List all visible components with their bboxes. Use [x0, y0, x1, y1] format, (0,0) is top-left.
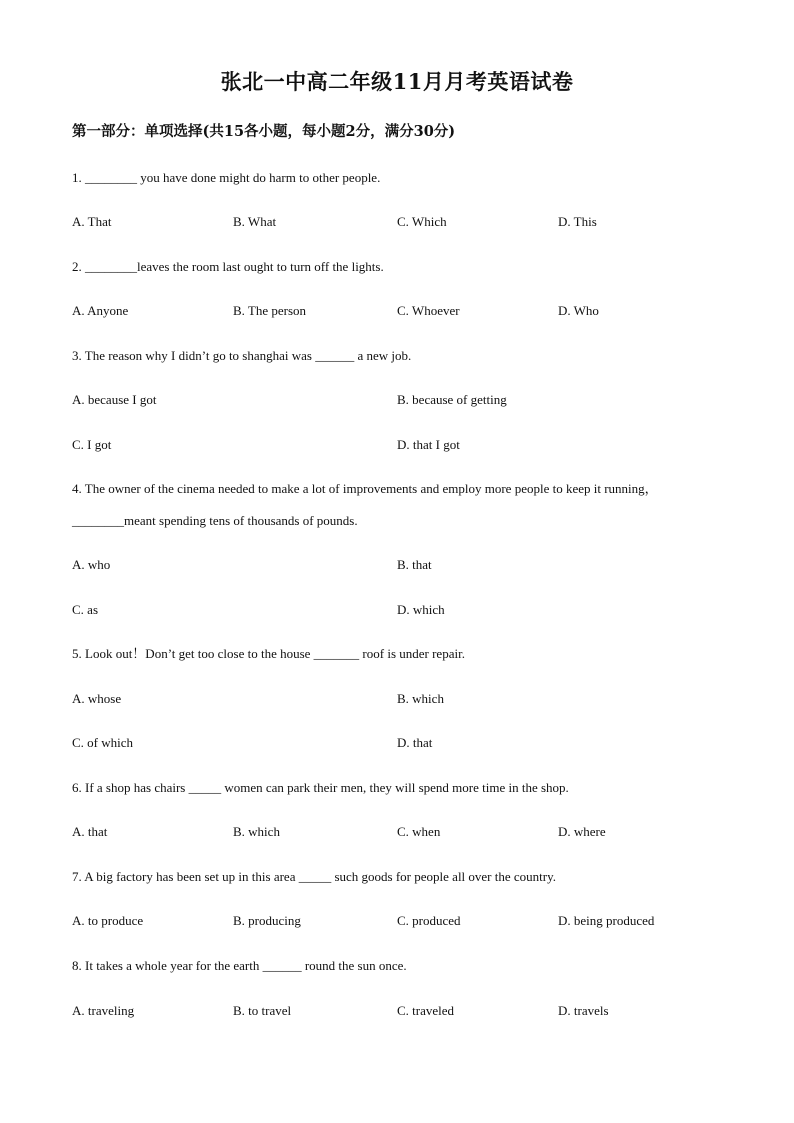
- question-8-option-c: C. traveled: [397, 1003, 455, 1018]
- question-5-option-d: D. that: [397, 735, 433, 750]
- question-7-option-b: B. producing: [233, 913, 301, 928]
- question-7-option-a: A. to produce: [72, 913, 144, 928]
- question-4-stem-line-1: 4. The owner of the cinema needed to make a lot of improvements and employ more people to keep it running，: [72, 481, 658, 496]
- question-6-option-a: A. that: [72, 824, 108, 839]
- question-2-option-a: A. Anyone: [72, 303, 129, 318]
- question-1-option-d: D. This: [558, 214, 597, 229]
- question-3-option-a: A. because I got: [72, 392, 157, 407]
- question-1-option-a: A. That: [72, 214, 112, 229]
- question-6-option-b: B. which: [233, 824, 280, 839]
- question-5-option-a: A. whose: [72, 691, 122, 706]
- question-4-option-d: D. which: [397, 602, 445, 617]
- question-8-option-a: A. traveling: [72, 1003, 135, 1018]
- question-8-stem: 8. It takes a whole year for the earth ______ round the sun once.: [72, 958, 407, 973]
- question-8-option-b: B. to travel: [233, 1003, 292, 1018]
- question-3-stem: 3. The reason why I didn’t go to shanghai was ______ a new job.: [72, 348, 412, 363]
- question-2-option-b: B. The person: [233, 303, 307, 318]
- section-heading: 第一部分：单项选择(共15各小题，每小题2分，满分30分): [72, 123, 456, 140]
- question-5-option-b: B. which: [397, 691, 444, 706]
- question-7-option-c: C. produced: [397, 913, 461, 928]
- question-4-option-a: A. who: [72, 557, 111, 572]
- question-8-option-d: D. travels: [558, 1003, 609, 1018]
- question-6-stem: 6. If a shop has chairs _____ women can park their men, they will spend more time in the shop.: [72, 780, 569, 795]
- question-7-option-d: D. being produced: [558, 913, 655, 928]
- question-6-option-d: D. where: [558, 824, 606, 839]
- exam-title: 张北一中高二年级11月月考英语试卷: [220, 69, 574, 94]
- question-1-option-b: B. What: [233, 214, 277, 229]
- question-5-stem: 5. Look out！Don’t get too close to the house _______ roof is under repair.: [72, 646, 465, 661]
- question-5-option-c: C. of which: [72, 735, 134, 750]
- question-4-option-b: B. that: [397, 557, 432, 572]
- question-3-option-d: D. that I got: [397, 437, 460, 452]
- question-2-option-c: C. Whoever: [397, 303, 460, 318]
- question-2-stem: 2. ________leaves the room last ought to turn off the lights.: [72, 259, 384, 274]
- question-4-stem-line-2: ________meant spending tens of thousands of pounds.: [72, 513, 358, 528]
- question-6-option-c: C. when: [397, 824, 441, 839]
- question-3-option-b: B. because of getting: [397, 392, 507, 407]
- question-7-stem: 7. A big factory has been set up in this area _____ such goods for people all over the country.: [72, 869, 557, 884]
- question-2-option-d: D. Who: [558, 303, 599, 318]
- question-4-option-c: C. as: [72, 602, 98, 617]
- question-1-stem: 1. ________ you have done might do harm to other people.: [72, 170, 381, 185]
- question-3-option-c: C. I got: [72, 437, 112, 452]
- question-1-option-c: C. Which: [397, 214, 447, 229]
